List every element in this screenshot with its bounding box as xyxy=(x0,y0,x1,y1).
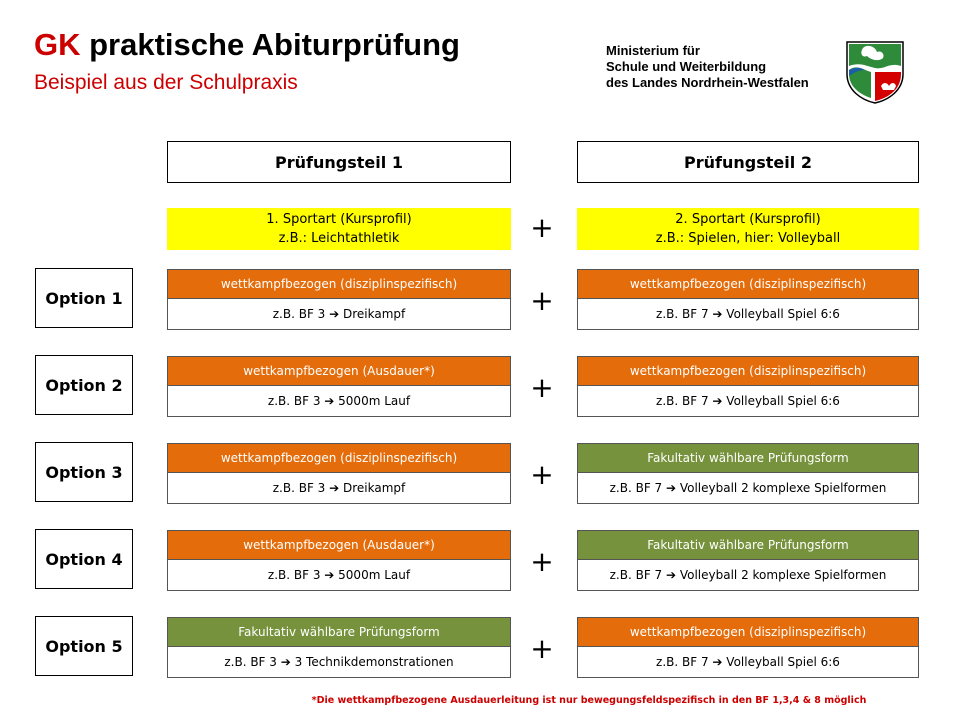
sport-box-1-line-1: 1. Sportart (Kursprofil) xyxy=(266,212,412,227)
exam-form-example: z.B. BF 7 ➔ Volleyball Spiel 6:6 xyxy=(577,386,919,417)
ministry-line-3: des Landes Nordrhein-Westfalen xyxy=(606,75,809,90)
sport-box-2-line-1: 2. Sportart (Kursprofil) xyxy=(675,212,821,227)
plus-sign: + xyxy=(530,458,554,491)
ministry-line-1: Ministerium für xyxy=(606,43,700,58)
exam-form-kind: Fakultativ wählbare Prüfungsform xyxy=(577,530,919,560)
ministry-name xyxy=(606,43,809,91)
column-header-teil-2: Prüfungsteil 2 xyxy=(577,141,919,183)
exam-form-example: z.B. BF 7 ➔ Volleyball 2 komplexe Spielformen xyxy=(577,560,919,591)
sport-box-1-line-2: z.B.: Leichtathletik xyxy=(278,231,400,246)
nrw-crest-icon xyxy=(845,40,905,104)
sport-box-1 xyxy=(167,208,511,250)
exam-form-kind: wettkampfbezogen (Ausdauer*) xyxy=(167,530,511,560)
option-left-cell xyxy=(167,617,511,678)
exam-form-example: z.B. BF 7 ➔ Volleyball Spiel 6:6 xyxy=(577,647,919,678)
option-right-cell xyxy=(577,443,919,504)
exam-form-example: z.B. BF 7 ➔ Volleyball Spiel 6:6 xyxy=(577,299,919,330)
option-label: Option 5 xyxy=(35,616,133,676)
sport-box-2-line-2: z.B.: Spielen, hier: Volleyball xyxy=(655,231,841,246)
option-left-cell xyxy=(167,356,511,417)
plus-sign: + xyxy=(530,211,554,244)
option-label: Option 1 xyxy=(35,268,133,328)
sport-box-2 xyxy=(577,208,919,250)
option-label: Option 4 xyxy=(35,529,133,589)
option-right-cell xyxy=(577,356,919,417)
exam-form-example: z.B. BF 3 ➔ 3 Technikdemonstrationen xyxy=(167,647,511,678)
plus-sign: + xyxy=(530,371,554,404)
exam-form-kind: wettkampfbezogen (disziplinspezifisch) xyxy=(167,269,511,299)
exam-form-kind: wettkampfbezogen (disziplinspezifisch) xyxy=(577,356,919,386)
plus-sign: + xyxy=(530,545,554,578)
exam-form-kind: wettkampfbezogen (disziplinspezifisch) xyxy=(167,443,511,473)
option-right-cell xyxy=(577,269,919,330)
option-left-cell xyxy=(167,530,511,591)
option-right-cell xyxy=(577,617,919,678)
title-prefix: GK xyxy=(34,27,81,62)
exam-form-example: z.B. BF 3 ➔ Dreikampf xyxy=(167,473,511,504)
page-subtitle: Beispiel aus der Schulpraxis xyxy=(34,71,298,94)
exam-form-kind: Fakultativ wählbare Prüfungsform xyxy=(167,617,511,647)
ministry-line-2: Schule und Weiterbildung xyxy=(606,59,767,74)
page-title xyxy=(34,26,460,64)
exam-form-kind: wettkampfbezogen (disziplinspezifisch) xyxy=(577,269,919,299)
option-right-cell xyxy=(577,530,919,591)
exam-form-kind: wettkampfbezogen (Ausdauer*) xyxy=(167,356,511,386)
plus-sign: + xyxy=(530,284,554,317)
option-left-cell xyxy=(167,443,511,504)
footnote: *Die wettkampfbezogene Ausdauerleitung ist nur bewegungsfeldspezifisch in den BF 1,3,4 & 8 möglich xyxy=(311,695,867,706)
title-rest: praktische Abiturprüfung xyxy=(80,27,460,62)
exam-form-example: z.B. BF 3 ➔ 5000m Lauf xyxy=(167,386,511,417)
option-label: Option 2 xyxy=(35,355,133,415)
option-left-cell xyxy=(167,269,511,330)
exam-form-kind: wettkampfbezogen (disziplinspezifisch) xyxy=(577,617,919,647)
option-label: Option 3 xyxy=(35,442,133,502)
exam-form-example: z.B. BF 7 ➔ Volleyball 2 komplexe Spielformen xyxy=(577,473,919,504)
column-header-teil-1: Prüfungsteil 1 xyxy=(167,141,511,183)
exam-form-kind: Fakultativ wählbare Prüfungsform xyxy=(577,443,919,473)
plus-sign: + xyxy=(530,632,554,665)
exam-form-example: z.B. BF 3 ➔ 5000m Lauf xyxy=(167,560,511,591)
exam-form-example: z.B. BF 3 ➔ Dreikampf xyxy=(167,299,511,330)
